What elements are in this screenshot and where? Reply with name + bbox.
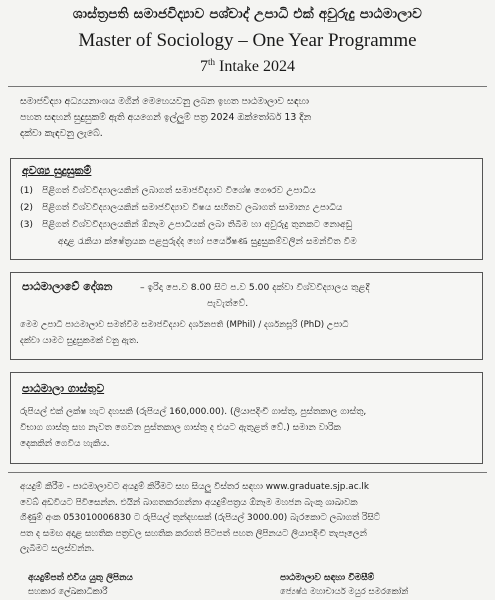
lectures-detail: – ඉරිදා පෙ.ව 8.00 සිට ප.ව 5.00 දක්වා විශ්වවිද්‍යාලය තුළදී [140,282,370,293]
fees-line: විභාග ගාස්තු සහ නැවත ගෙවන පුස්තකාල ගාස්තු ද එයට ඇතුළත් වේ.) සමාන වාරික [20,423,341,433]
intro-line: සමාජවිද්‍යා අධ්‍යයනාංශය මගින් මෙහෙයවනු ලබන ඉහත පාඨමාලාව සඳහා [20,96,309,107]
intake-line [0,57,495,76]
qualification-item-continued: අදාළ රැකියා ක්ෂේත්‍රයක පළපුරුද්ද හෝ පර්යේෂණ සුදුසුකම්වලින් සමන්විත වීම [58,236,357,247]
item-text: පිළිගත් විශ්වවිද්‍යාලයකින් ඕනෑම උපාධියක් ලබා තිබීම හා අවුරුදු තුනකට නොඅඩු [42,219,353,230]
fees-heading: පාඨමාලා ගාස්තුව [22,382,105,395]
item-number: (2) [20,202,34,213]
application-address-name: සහකාර ලේඛකාධිකාරී [28,587,108,597]
qualification-item [20,201,480,215]
intro-line: දක්වා කැඳවනු ලැබේ. [20,128,103,139]
divider [8,86,487,87]
item-number: (3) [20,219,34,230]
intro-paragraph [20,94,478,142]
apply-line: පත ද සමඟ අදාළ සහතික පත්‍රවල සහතික කරගත් පිටපත් පහත ලිපිනයට ලියාපදිංචි තැපෑලෙන් [20,528,367,539]
inquiries-name: ජ්‍යෙෂ්ඨ මහාචාර්ය මයුර සමරකෝන් [280,587,409,597]
lectures-detail-continued: පැවැත්වේ. [207,298,249,309]
item-text: පිළිගත් විශ්වවිද්‍යාලයකින් ලබාගත් සමාජවිද්‍යාව විශේෂ ගෞරව උපාධිය [42,185,316,196]
divider [8,472,487,473]
apply-paragraph [20,480,480,558]
lectures-note: මෙම උපාධි පාඨමාලාව සමත්වීම සමාජවිද්‍යාව දර්ශනපති (MPhil) / දර්ශනසූරි (PhD) උපාධි [20,320,349,330]
lectures-note-continued: දක්වා යාමට සුදුසුකමක් වනු ඇත. [20,336,139,346]
intake-number: 7 [200,58,208,75]
intro-line: පහත සඳහන් සුදුසුකම් ඇති අයගෙන් ඉල්ලුම් පත්‍ර 2024 ඔක්තෝබර් 13 දින [20,112,312,123]
qualification-item [20,218,480,232]
intake-suffix: th [208,57,216,67]
inquiries-title: පාඨමාලාව සඳහා විමසීම් [280,573,375,583]
lectures-heading: පාඨමාලාවේ දේශන [22,280,113,293]
title-english: Master of Sociology – One Year Programme [78,30,417,51]
application-address-title: අයදුම්පත් එවිය යුතු ලිපිනය [28,573,133,583]
item-text: පිළිගත් විශ්වවිද්‍යාලයකින් සමාජවිද්‍යාව විෂය සහිතව ලබාගත් සාමාන්‍ය උපාධිය [42,202,343,213]
title-sinhala: ශාස්ත්‍රපති සමාජවිද්‍යාව පශ්චාද් උපාධි එක් අවුරුදු පාඨමාලාව [72,6,423,22]
apply-line: ගිණුම් අංක 053010006830 ට රුපියල් තුන්දහසක් (රුපියල් 3000.00) බැරකොට ලබාගත් රිසිට් [20,513,381,523]
apply-line: වෙබ් අඩවියට පිවිසෙන්න. එයින් බාගතකරගන්නා අයදුම්පත්‍රය ඕනෑම මහජන බැංකු ශාඛාවක [20,497,358,508]
item-number: (1) [20,185,34,196]
qualifications-heading: අවශ්‍ය සුදුසුකම් [22,164,92,177]
apply-line: අයදුම් කිරීම - පාඨමාලාවට අයදුම් කිරීමට සහ සියලු විස්තර සඳහා www.graduate.sjp.ac.lk [20,482,370,492]
fees-line: දෙකකින් ගෙවිය හැකිය. [20,439,110,449]
intake-text: Intake 2024 [215,58,295,75]
fees-paragraph [20,404,480,452]
apply-line: ලැබීමට සලස්වන්න. [20,544,95,554]
qualification-item [20,184,480,198]
fees-line: රුපියල් එක් ලක්ෂ හැට දහසකි (රුපියල් 160,000.00). (ලියාපදිංචි ගාස්තු, පුස්තකාල ගාස්තු, [20,407,367,417]
